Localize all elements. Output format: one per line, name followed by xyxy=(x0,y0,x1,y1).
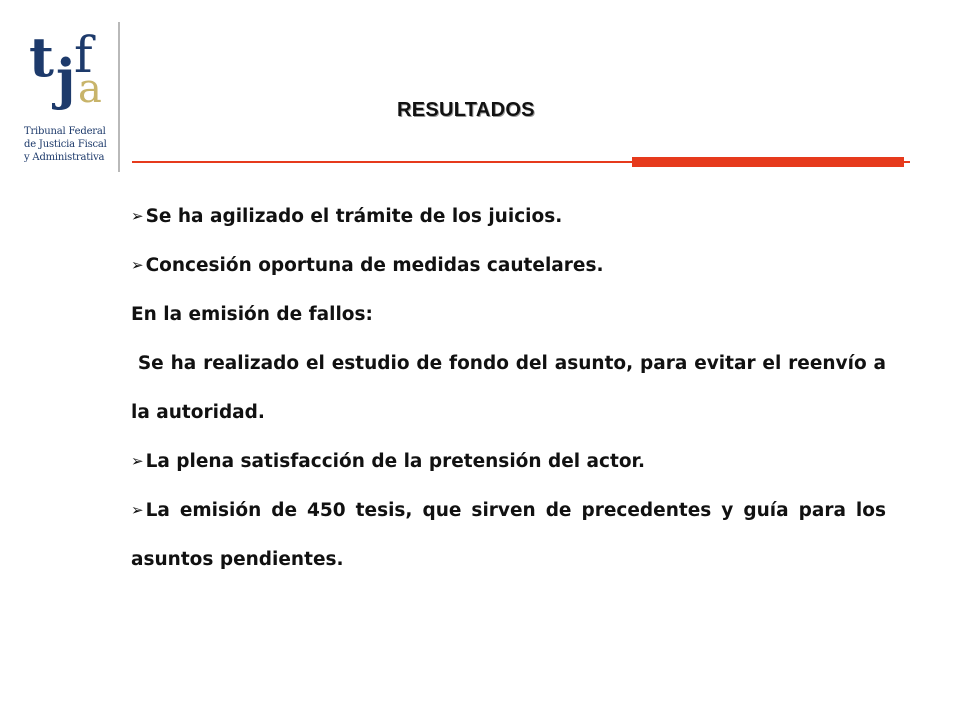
slide-title: RESULTADOS xyxy=(397,99,535,121)
arrow-right-icon: ➢ xyxy=(131,501,144,519)
logo-letter-j: j xyxy=(56,47,76,111)
arrow-right-icon: ➢ xyxy=(131,207,144,225)
list-item xyxy=(131,486,886,584)
arrow-right-icon: ➢ xyxy=(131,256,144,274)
arrow-right-icon: ➢ xyxy=(131,452,144,470)
logo-letter-a: a xyxy=(78,66,102,112)
logo-caption-line: de Justicia Fiscal xyxy=(24,139,107,150)
list-item xyxy=(131,192,886,241)
list-item xyxy=(131,241,886,290)
title-underline-accent xyxy=(632,157,904,167)
logo-letter-f: f xyxy=(74,28,93,84)
results-list xyxy=(131,192,893,584)
list-item xyxy=(131,339,893,437)
list-item-text: Se ha agilizado el trámite de los juicios. xyxy=(145,206,563,227)
logo-caption-line: y Administrativa xyxy=(24,152,105,163)
tfja-logo-icon xyxy=(26,28,112,128)
list-item-text: Concesión oportuna de medidas cautelares. xyxy=(145,255,604,276)
logo-letter-t: t xyxy=(29,28,54,89)
logo-divider xyxy=(118,22,120,172)
list-item-text: En la emisión de fallos: xyxy=(131,304,373,325)
list-item xyxy=(131,437,886,486)
logo-caption xyxy=(24,125,124,164)
list-item-text: La emisión de 450 tesis, que sirven de precedentes y guía para los asuntos pendientes. xyxy=(131,500,886,570)
logo xyxy=(22,22,122,172)
logo-caption-line: Tribunal Federal xyxy=(24,126,106,137)
list-item-text: La plena satisfacción de la pretensión del actor. xyxy=(145,451,646,472)
list-item-text: Se ha realizado el estudio de fondo del asunto, para evitar el reenvío a la autoridad. xyxy=(131,353,893,423)
list-item xyxy=(131,290,886,339)
